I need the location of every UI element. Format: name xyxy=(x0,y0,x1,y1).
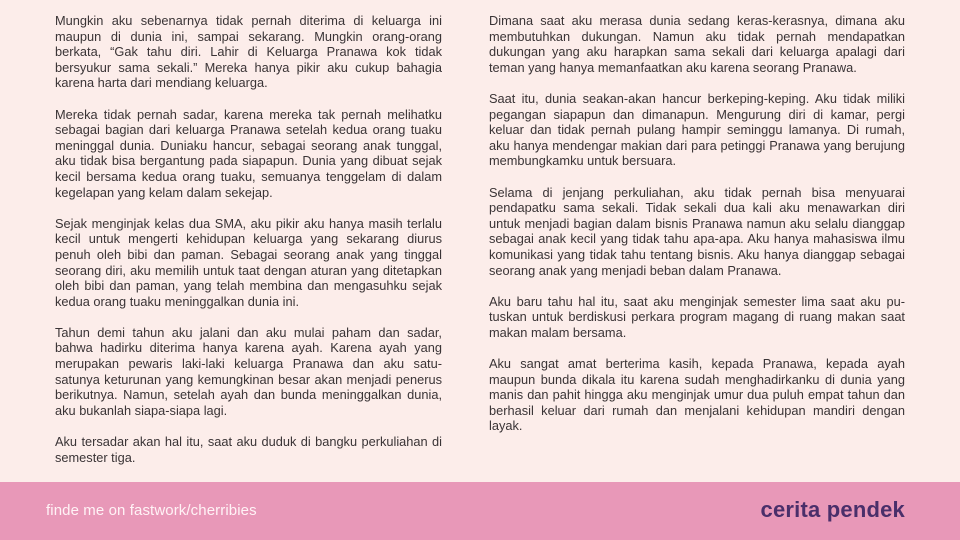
footer-title: cerita pendek xyxy=(760,497,905,522)
footer-credit: finde me on fastwork/cherribies xyxy=(46,502,257,519)
footer-bar xyxy=(0,482,960,540)
paragraph: Mungkin aku sebenarnya tidak pernah diterima di keluarga ini maupun di dunia ini, sampai sekarang. Mungkin orang-orang berkata, “Gak tahu diri. Lahir di Keluarga Pranawa kok tidak bersyukur sama sekali.” Mereka hanya pikir aku cukup bahagia karena harta dari mendiang keluarga. xyxy=(55,13,442,91)
paragraph: Saat itu, dunia seakan-akan hancur berkeping-keping. Aku tidak miliki pegangan siapapun dan dimanapun. Mengurung diri di kamar, pergi keluar dan tidak pernah pulang hampir seminggu lamanya. Di rumah, aku hanya mendengar makian dari para petinggi Pranawa yang berujung membungkamku untuk bersuara. xyxy=(489,90,905,169)
left-column xyxy=(55,13,442,481)
paragraph: Aku baru tahu hal itu, saat aku menginjak semester lima saat aku putuskan untuk berdiskusi perkara program magang di ruang makan saat makan malam bersama. xyxy=(489,293,905,340)
right-column xyxy=(489,13,905,450)
paragraph: Tahun demi tahun aku jalani dan aku mulai paham dan sadar, bahwa hadirku diterima hanya karena ayah. Karena ayah yang merupakan pewaris laki-laki keluarga Pranawa dan aku satu-satunya keturunan yang kemungkinan besar akan menjadi penerus berikutnya. Namun, setelah ayah dan bunda meninggalkan dunia, aku bukanlah siapa-siapa lagi. xyxy=(55,324,442,418)
paragraph: Sejak menginjak kelas dua SMA, aku pikir aku hanya masih terlalu kecil untuk mengerti kehidupan keluarga yang sekarang diurus penuh oleh bibi dan paman. Sebagai seorang anak yang tinggal seorang diri, aku memilih untuk taat dengan aturan yang ditetapkan oleh bibi dan paman, yang telah membina dan mengasuhku sejak kedua orang tuaku meninggalkan dunia ini. xyxy=(55,215,442,309)
paragraph: Mereka tidak pernah sadar, karena mereka tak pernah melihatku sebagai bagian dari keluarga Pranawa setelah kedua orang tuaku meninggal dunia. Duniaku hancur, sebagai seorang anak tunggal, aku tidak bisa bergantung pada siapapun. Dunia yang dibuat sejak kecil bersama kedua orang tuaku, semuanya tenggelam di dalam kegelapan yang kelam dalam sekejap. xyxy=(55,106,442,200)
paragraph: Selama di jenjang perkuliahan, aku tidak pernah bisa menyuarai pendapatku sama sekali. Tidak sekali dua kali aku menawarkan diri untuk menjadi bagian dalam bisnis Pranawa namun aku selalu dianggap sebagai anak kecil yang tidak tahu apa-apa. Aku hanya mahasiswa ilmu komunikasi yang tidak tahu tentang bisnis. Aku hanya dianggap sebagai seorang anak yang menjadi beban dalam Pranawa. xyxy=(489,184,905,278)
paragraph: Dimana saat aku merasa dunia sedang keras-kerasnya, dimana aku membutuhkan dukungan. Namun aku tidak pernah mendapatkan dukungan yang aku harapkan sama sekali dari keluarga apalagi dari teman yang hanya memanfaatkan aku karena seorang Pranawa. xyxy=(489,13,905,75)
paragraph: Aku tersadar akan hal itu, saat aku duduk di bangku perkuliahan di semester tiga. xyxy=(55,434,442,465)
paragraph: Aku sangat amat berterima kasih, kepada Pranawa, kepada ayah maupun bunda dikala itu karena sudah menghadirkanku di dunia yang manis dan pahit hingga aku menginjak umur dua puluh empat tahun dan berhasil keluar dari rumah dan menjalani kehidupan mandiri dengan layak. xyxy=(489,356,905,434)
